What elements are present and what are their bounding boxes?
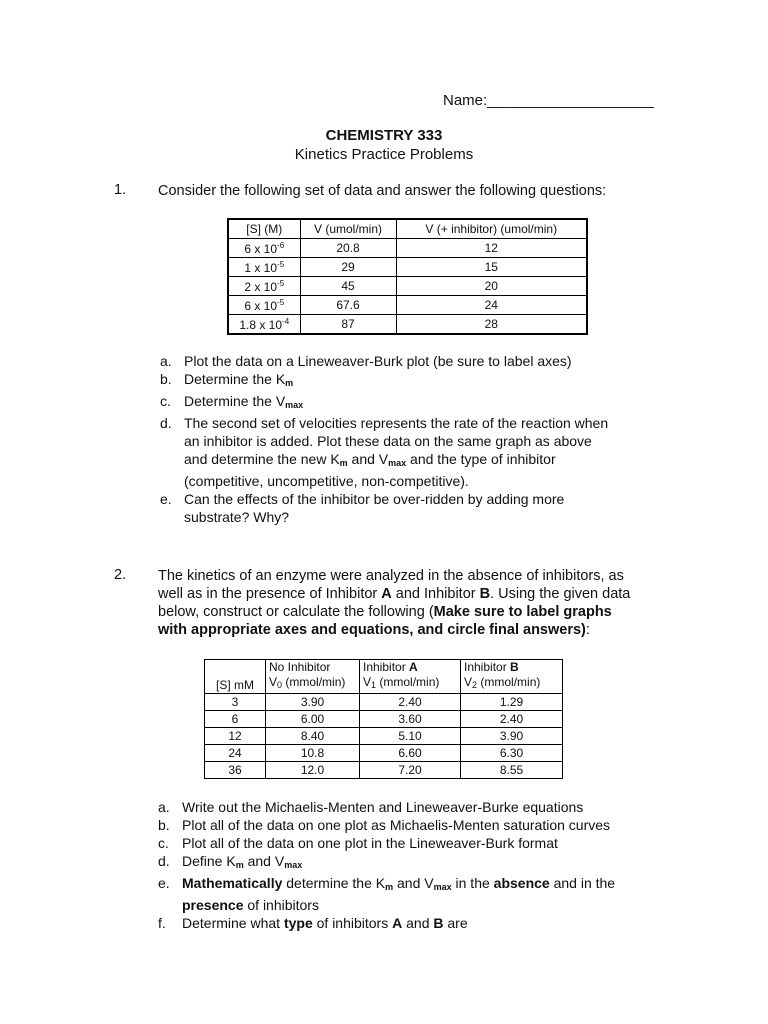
table-cell: 24 [396, 296, 587, 315]
name-field-line: Name:____________________ [443, 92, 655, 109]
table-cell: 12.0 [266, 762, 360, 779]
course-title: CHEMISTRY 333 [325, 127, 443, 144]
column-header-substrate: [S] mM [205, 660, 266, 694]
question-2-subquestions [158, 798, 658, 932]
table-cell: 8.40 [266, 728, 360, 745]
table-cell: 28 [396, 315, 587, 335]
list-item: b. Plot all of the data on one plot as Michaelis-Menten saturation curves [158, 817, 611, 833]
table-cell: 2.40 [461, 711, 563, 728]
question-2-data-table [204, 659, 563, 779]
table-cell: 12 [205, 728, 266, 745]
column-header-inhibitor-a: Inhibitor A V1 (mmol/min) [360, 660, 461, 694]
table-row [205, 694, 563, 711]
table-cell: 12 [396, 239, 587, 258]
column-header-velocity: V (umol/min) [300, 219, 396, 239]
table-cell: 7.20 [360, 762, 461, 779]
list-item: d. Define $K_m$ and $V_{max}$ [158, 853, 303, 870]
table-cell: 36 [205, 762, 266, 779]
table-cell: 8.55 [461, 762, 563, 779]
list-item: a. Write out the Michaelis-Menten and Lineweaver-Burke equations [158, 799, 584, 815]
table-cell: 20.8 [300, 239, 396, 258]
question-1-prompt: Consider the following set of data and answer the following questions: [158, 183, 607, 199]
table-cell: 3.60 [360, 711, 461, 728]
column-header-no-inhibitor: No Inhibitor V0 (mmol/min) [266, 660, 360, 694]
table-row [205, 762, 563, 779]
table-cell: 3 [205, 694, 266, 711]
list-item: e. Mathematically determine the $K_m$ and $V_{max}$ in the absence and in the presence of inhibitors [158, 875, 616, 913]
table-cell: 6 [205, 711, 266, 728]
table-row [228, 239, 587, 258]
table-cell: 15 [396, 258, 587, 277]
question-2-number: 2. [114, 567, 127, 583]
table-header-row [228, 219, 587, 239]
table-cell: 67.6 [300, 296, 396, 315]
table-cell: 45 [300, 277, 396, 296]
table-cell: 29 [300, 258, 396, 277]
document-subtitle: Kinetics Practice Problems [294, 146, 474, 163]
table-cell: 1.29 [461, 694, 563, 711]
list-item: a. Plot the data on a Lineweaver-Burk plot (be sure to label axes) [160, 353, 572, 369]
table-row [228, 277, 587, 296]
table-cell: 24 [205, 745, 266, 762]
table-cell: 3.90 [461, 728, 563, 745]
table-row [205, 745, 563, 762]
table-header-row [205, 660, 563, 694]
table-cell: 10.8 [266, 745, 360, 762]
table-cell: 1 x $10^{-5}$ [228, 258, 300, 277]
table-cell: 6.00 [266, 711, 360, 728]
list-item: c. Determine the $V_{max}$ [160, 393, 304, 410]
table-cell: 6.60 [360, 745, 461, 762]
table-cell: 6 x $10^{-6}$ [228, 239, 300, 258]
table-row [228, 315, 587, 335]
question-1-subquestions [160, 352, 640, 526]
list-item: f. Determine what type of inhibitors A and B are [158, 915, 468, 931]
column-header-substrate: [S] (M) [228, 219, 300, 239]
table-row [205, 728, 563, 745]
question-1-number: 1. [114, 182, 127, 198]
table-cell: 87 [300, 315, 396, 335]
table-cell: 1.8 x $10^{-4}$ [228, 315, 300, 335]
table-cell: 5.10 [360, 728, 461, 745]
column-header-inhibitor-b: Inhibitor B V2 (mmol/min) [461, 660, 563, 694]
table-cell: 6 x $10^{-5}$ [228, 296, 300, 315]
table-row [228, 296, 587, 315]
table-cell: 6.30 [461, 745, 563, 762]
table-row [228, 258, 587, 277]
list-item: d. The second set of velocities represents the rate of the reaction when an inhibitor is added. Plot these data on the same graph as above and determine the new $K_m$ and $V_{max}$ and the type of inhibitor (competitive, uncompetitive, non-competitive). [160, 415, 609, 489]
table-cell: 2.40 [360, 694, 461, 711]
question-2-prompt: The kinetics of an enzyme were analyzed in the absence of inhibitors, as well as in the presence of Inhibitor A and Inhibitor B. Using the given data below, construct or calculate the following (Make sure to label graphs with appropriate axes and equations, and circle final answers): [158, 568, 631, 638]
list-item: e. Can the effects of the inhibitor be over-ridden by adding more substrate? Why? [160, 491, 565, 525]
table-cell: 3.90 [266, 694, 360, 711]
list-item: b. Determine the $K_m$ [160, 371, 294, 388]
list-item: c. Plot all of the data on one plot in the Lineweaver-Burk format [158, 835, 558, 851]
column-header-velocity-inhibitor: V (+ inhibitor) (umol/min) [396, 219, 587, 239]
table-row [205, 711, 563, 728]
question-1-data-table [227, 218, 588, 335]
table-cell: 2 x $10^{-5}$ [228, 277, 300, 296]
table-cell: 20 [396, 277, 587, 296]
